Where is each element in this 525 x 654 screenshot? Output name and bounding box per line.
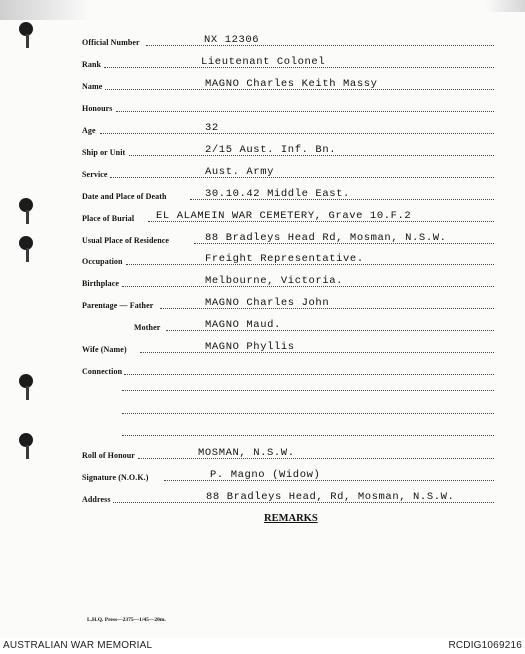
field-honours <box>0 99 525 115</box>
dotted-line <box>116 111 494 112</box>
field-value: MAGNO Phyllis <box>205 341 295 353</box>
field-value: Melbourne, Victoria. <box>205 275 344 287</box>
field-label: Address <box>82 495 111 504</box>
dotted-line <box>146 45 494 46</box>
field-age <box>0 121 525 137</box>
dotted-line <box>138 458 494 459</box>
remarks-heading: REMARKS <box>264 513 318 524</box>
field-label: Connection <box>82 367 123 376</box>
print-code: L.H.Q. Press—2375—1/45—20m. <box>87 617 166 623</box>
field-roll-of-honour <box>0 446 525 462</box>
field-value: 2/15 Aust. Inf. Bn. <box>205 144 337 156</box>
scan-shadow-corner-right <box>485 0 525 12</box>
field-usual-residence <box>0 231 525 247</box>
field-label: Rank <box>82 60 102 69</box>
blank-line <box>122 435 494 436</box>
field-value: MAGNO Charles Keith Massy <box>205 78 378 90</box>
field-value: 88 Bradleys Head, Rd, Mosman, N.S.W. <box>206 491 455 503</box>
field-signature <box>0 468 525 484</box>
field-official-number <box>0 33 525 49</box>
field-value: MAGNO Maud. <box>205 319 281 331</box>
footer-institution: AUSTRALIAN WAR MEMORIAL <box>3 640 153 651</box>
field-address <box>0 490 525 506</box>
field-value: 88 Bradleys Head Rd, Mosman, N.S.W. <box>205 232 447 244</box>
field-label: Roll of Honour <box>82 451 135 460</box>
field-label: Parentage — Father <box>82 301 154 310</box>
field-place-burial <box>0 209 525 225</box>
field-label: Usual Place of Residence <box>82 236 170 245</box>
field-value: NX 12306 <box>204 34 260 46</box>
field-value: 30.10.42 Middle East. <box>205 188 350 200</box>
field-connection <box>0 362 525 378</box>
field-label: Wife (Name) <box>82 345 127 354</box>
dotted-line <box>110 177 494 178</box>
field-label: Age <box>82 126 96 135</box>
scan-shadow-corner <box>0 0 90 20</box>
footer-record-id: RCDIG1069216 <box>448 640 522 651</box>
field-value: 32 <box>205 122 219 134</box>
field-label: Place of Burial <box>82 214 135 223</box>
field-label: Ship or Unit <box>82 148 126 157</box>
field-value: P. Magno (Widow) <box>210 469 321 481</box>
field-value: MOSMAN, N.S.W. <box>198 447 295 459</box>
field-value: MAGNO Charles John <box>205 297 330 309</box>
field-label: Occupation <box>82 257 123 266</box>
field-ship-or-unit <box>0 143 525 159</box>
field-label: Name <box>82 82 103 91</box>
field-label: Official Number <box>82 38 140 47</box>
field-mother <box>0 318 525 334</box>
field-wife <box>0 340 525 356</box>
field-occupation <box>0 252 525 268</box>
field-value: EL ALAMEIN WAR CEMETERY, Grave 10.F.2 <box>156 210 412 222</box>
field-name <box>0 77 525 93</box>
field-rank <box>0 55 525 71</box>
field-label: Service <box>82 170 108 179</box>
dotted-line <box>100 133 494 134</box>
field-value: Aust. Army <box>205 166 275 178</box>
field-value: Lieutenant Colonel <box>201 56 326 68</box>
blank-line <box>122 390 494 391</box>
field-service <box>0 165 525 181</box>
field-label: Mother <box>134 323 161 332</box>
field-label: Birthplace <box>82 279 119 288</box>
field-label: Signature (N.O.K.) <box>82 473 149 482</box>
blank-line <box>122 413 494 414</box>
field-date-place-death <box>0 187 525 203</box>
field-label: Honours <box>82 104 113 113</box>
dotted-line <box>124 374 494 375</box>
punch-hole <box>19 433 33 447</box>
field-value: Freight Representative. <box>205 253 364 265</box>
dotted-line <box>140 352 494 353</box>
field-birthplace <box>0 274 525 290</box>
field-father <box>0 296 525 312</box>
field-label: Date and Place of Death <box>82 192 167 201</box>
